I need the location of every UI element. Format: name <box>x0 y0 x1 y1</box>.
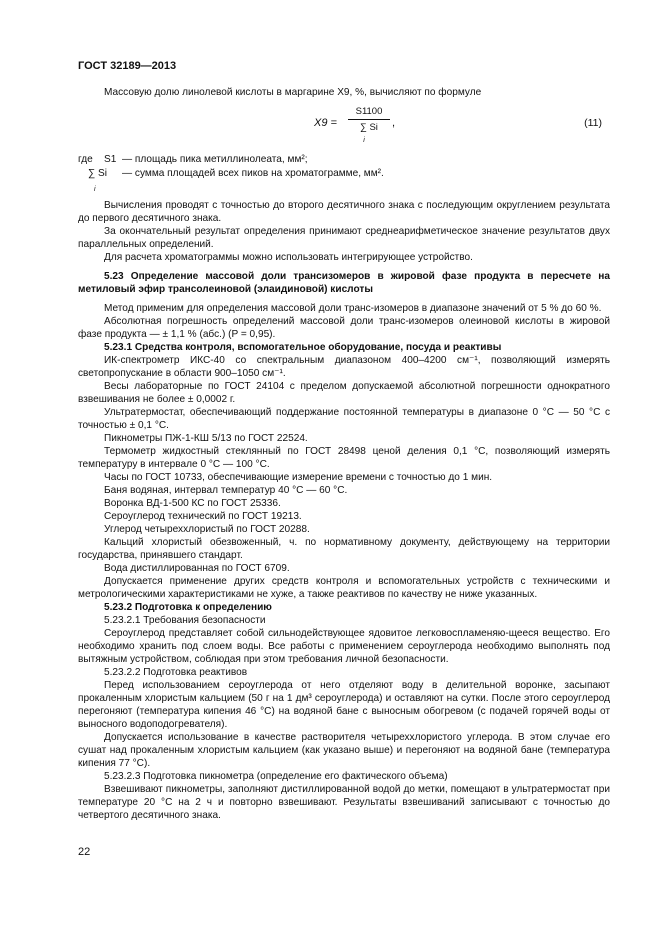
paragraph: Вычисления проводят с точностью до второго десятичного знака с последующим округлением результата до первого десятичного знака. <box>78 200 610 224</box>
formula-index: i <box>363 137 365 144</box>
paragraph: Метод применим для определения массовой доли транс-изомеров в диапазоне значений от 5 % до 60 %. <box>104 303 602 314</box>
paragraph: За окончательный результат определения принимают среднеарифметическое значение результатов двух параллельных определений. <box>78 226 610 250</box>
paragraph: 5.23.2.3 Подготовка пикнометра (определение его фактического объема) <box>104 771 448 782</box>
section-heading: 5.23.2 Подготовка к определению <box>104 602 272 613</box>
paragraph: Ультратермостат, обеспечивающий поддержание постоянной температуры в диапазоне 0 °С — 50 °С с точностью ± 0,1 °С. <box>78 407 610 431</box>
paragraph: Кальций хлористый обезвоженный, ч. по нормативному документу, действующему на территории государства, принявшего стандарт. <box>78 537 610 561</box>
where-var-2-index: i <box>94 186 96 193</box>
document-header: ГОСТ 32189—2013 <box>78 60 177 72</box>
formula-comma: , <box>392 117 396 129</box>
paragraph: 5.23.2.2 Подготовка реактивов <box>104 667 248 678</box>
section-heading: 5.23.1 Средства контроля, вспомогательное оборудование, посуда и реактивы <box>104 342 502 353</box>
paragraph: Абсолютная погрешность определений массовой доли транс-изомеров олеиновой кислоты в жировой фазе продукта — ± 1,1 % (абс.) (P = 0,95). <box>78 316 610 340</box>
page-number: 22 <box>78 846 91 858</box>
paragraph: Допускается применение других средств контроля и вспомогательных устройств с техническими и метрологическими характеристиками не хуже, а также реактивов по качеству не ниже указанных. <box>78 576 610 600</box>
paragraph: 5.23.2.1 Требования безопасности <box>104 615 266 626</box>
where-line-1 <box>78 153 610 167</box>
document-body <box>78 86 610 822</box>
paragraph: Сероуглерод представляет собой сильнодействующее ядовитое легковоспламеняю-щееся вещество. Его необходимо хранить под слоем воды. Все работы с применением сероуглерода необходимо выполнять под вытяжным устройством, соблюдая при этом требования личной безопасности. <box>78 628 610 665</box>
where-var-1: S1 <box>104 154 117 165</box>
formula-number: (11) <box>584 117 602 129</box>
where-def-2: — сумма площадей всех пиков на хроматограмме, мм². <box>122 168 384 179</box>
where-def-1: — площадь пика метиллинолеата, мм²; <box>122 154 308 165</box>
paragraph: Часы по ГОСТ 10733, обеспечивающие измерение времени с точностью до 1 мин. <box>104 472 493 483</box>
paragraph: Воронка ВД-1-500 КС по ГОСТ 25336. <box>104 498 281 509</box>
paragraph-list <box>78 199 610 822</box>
where-var-2: ∑ Si <box>88 168 107 179</box>
paragraph: Для расчета хроматограммы можно использовать интегрирующее устройство. <box>104 252 473 263</box>
formula-fraction <box>348 105 390 147</box>
paragraph: Вода дистиллированная по ГОСТ 6709. <box>104 563 290 574</box>
intro-paragraph: Массовую долю линолевой кислоты в маргарине X9, %, вычисляют по формуле <box>104 87 482 98</box>
paragraph: Весы лабораторные по ГОСТ 24104 с пределом допускаемой абсолютной погрешности однократного взвешивания не более ± 0,0002 г. <box>78 381 610 405</box>
formula-lhs: X9 = <box>314 117 337 129</box>
paragraph: Термометр жидкостный стеклянный по ГОСТ 28498 ценой деления 0,1 °С, позволяющий измерять температуру в интервале 0 °С — 100 °С. <box>78 446 610 470</box>
where-line-2 <box>78 167 610 199</box>
paragraph: Сероуглерод технический по ГОСТ 19213. <box>104 511 302 522</box>
paragraph: Взвешивают пикнометры, заполняют дистиллированной водой до метки, помещают в ультратермостат при температуре 20 °С на 2 ч и повторно взвешивают. Результаты взвешиваний записывают с точностью до четвертого десятичного знака. <box>78 784 610 821</box>
section-heading: 5.23 Определение массовой доли трансизомеров в жировой фазе продукта в пересчете на метиловый эфир трансолеиновой (элаидиновой) кислоты <box>78 271 610 295</box>
formula-11 <box>78 103 610 151</box>
where-word: где <box>78 154 93 165</box>
paragraph: Допускается использование в качестве растворителя четыреххлористого углерода. В этом случае его сушат над прокаленным хлористым кальцием (как указано выше) и перегоняют на водяной бане (температура кипения 77 °С). <box>78 732 610 769</box>
formula-numerator: S1100 <box>348 105 390 120</box>
paragraph: ИК-спектрометр ИКС-40 со спектральным диапазоном 400–4200 см⁻¹, позволяющий измерять светопропускание в области 900–1050 см⁻¹. <box>78 355 610 379</box>
paragraph: Перед использованием сероуглерода от него отделяют воду в делительной воронке, засыпают прокаленным хлористым кальцием (50 г на 1 дм³ сероуглерода) и оставляют на сутки. После этого сероуглерод перегоняют (температура кипения 46 °С) на водяной бане с выносным обогревом (с подачей горячей воды от выносного водоподогревателя). <box>78 680 610 730</box>
paragraph: Баня водяная, интервал температур 40 °С — 60 °С. <box>104 485 348 496</box>
paragraph: Углерод четыреххлористый по ГОСТ 20288. <box>104 524 310 535</box>
formula-denominator: ∑ Si <box>360 122 378 133</box>
paragraph: Пикнометры ПЖ-1-КШ 5/13 по ГОСТ 22524. <box>104 433 308 444</box>
